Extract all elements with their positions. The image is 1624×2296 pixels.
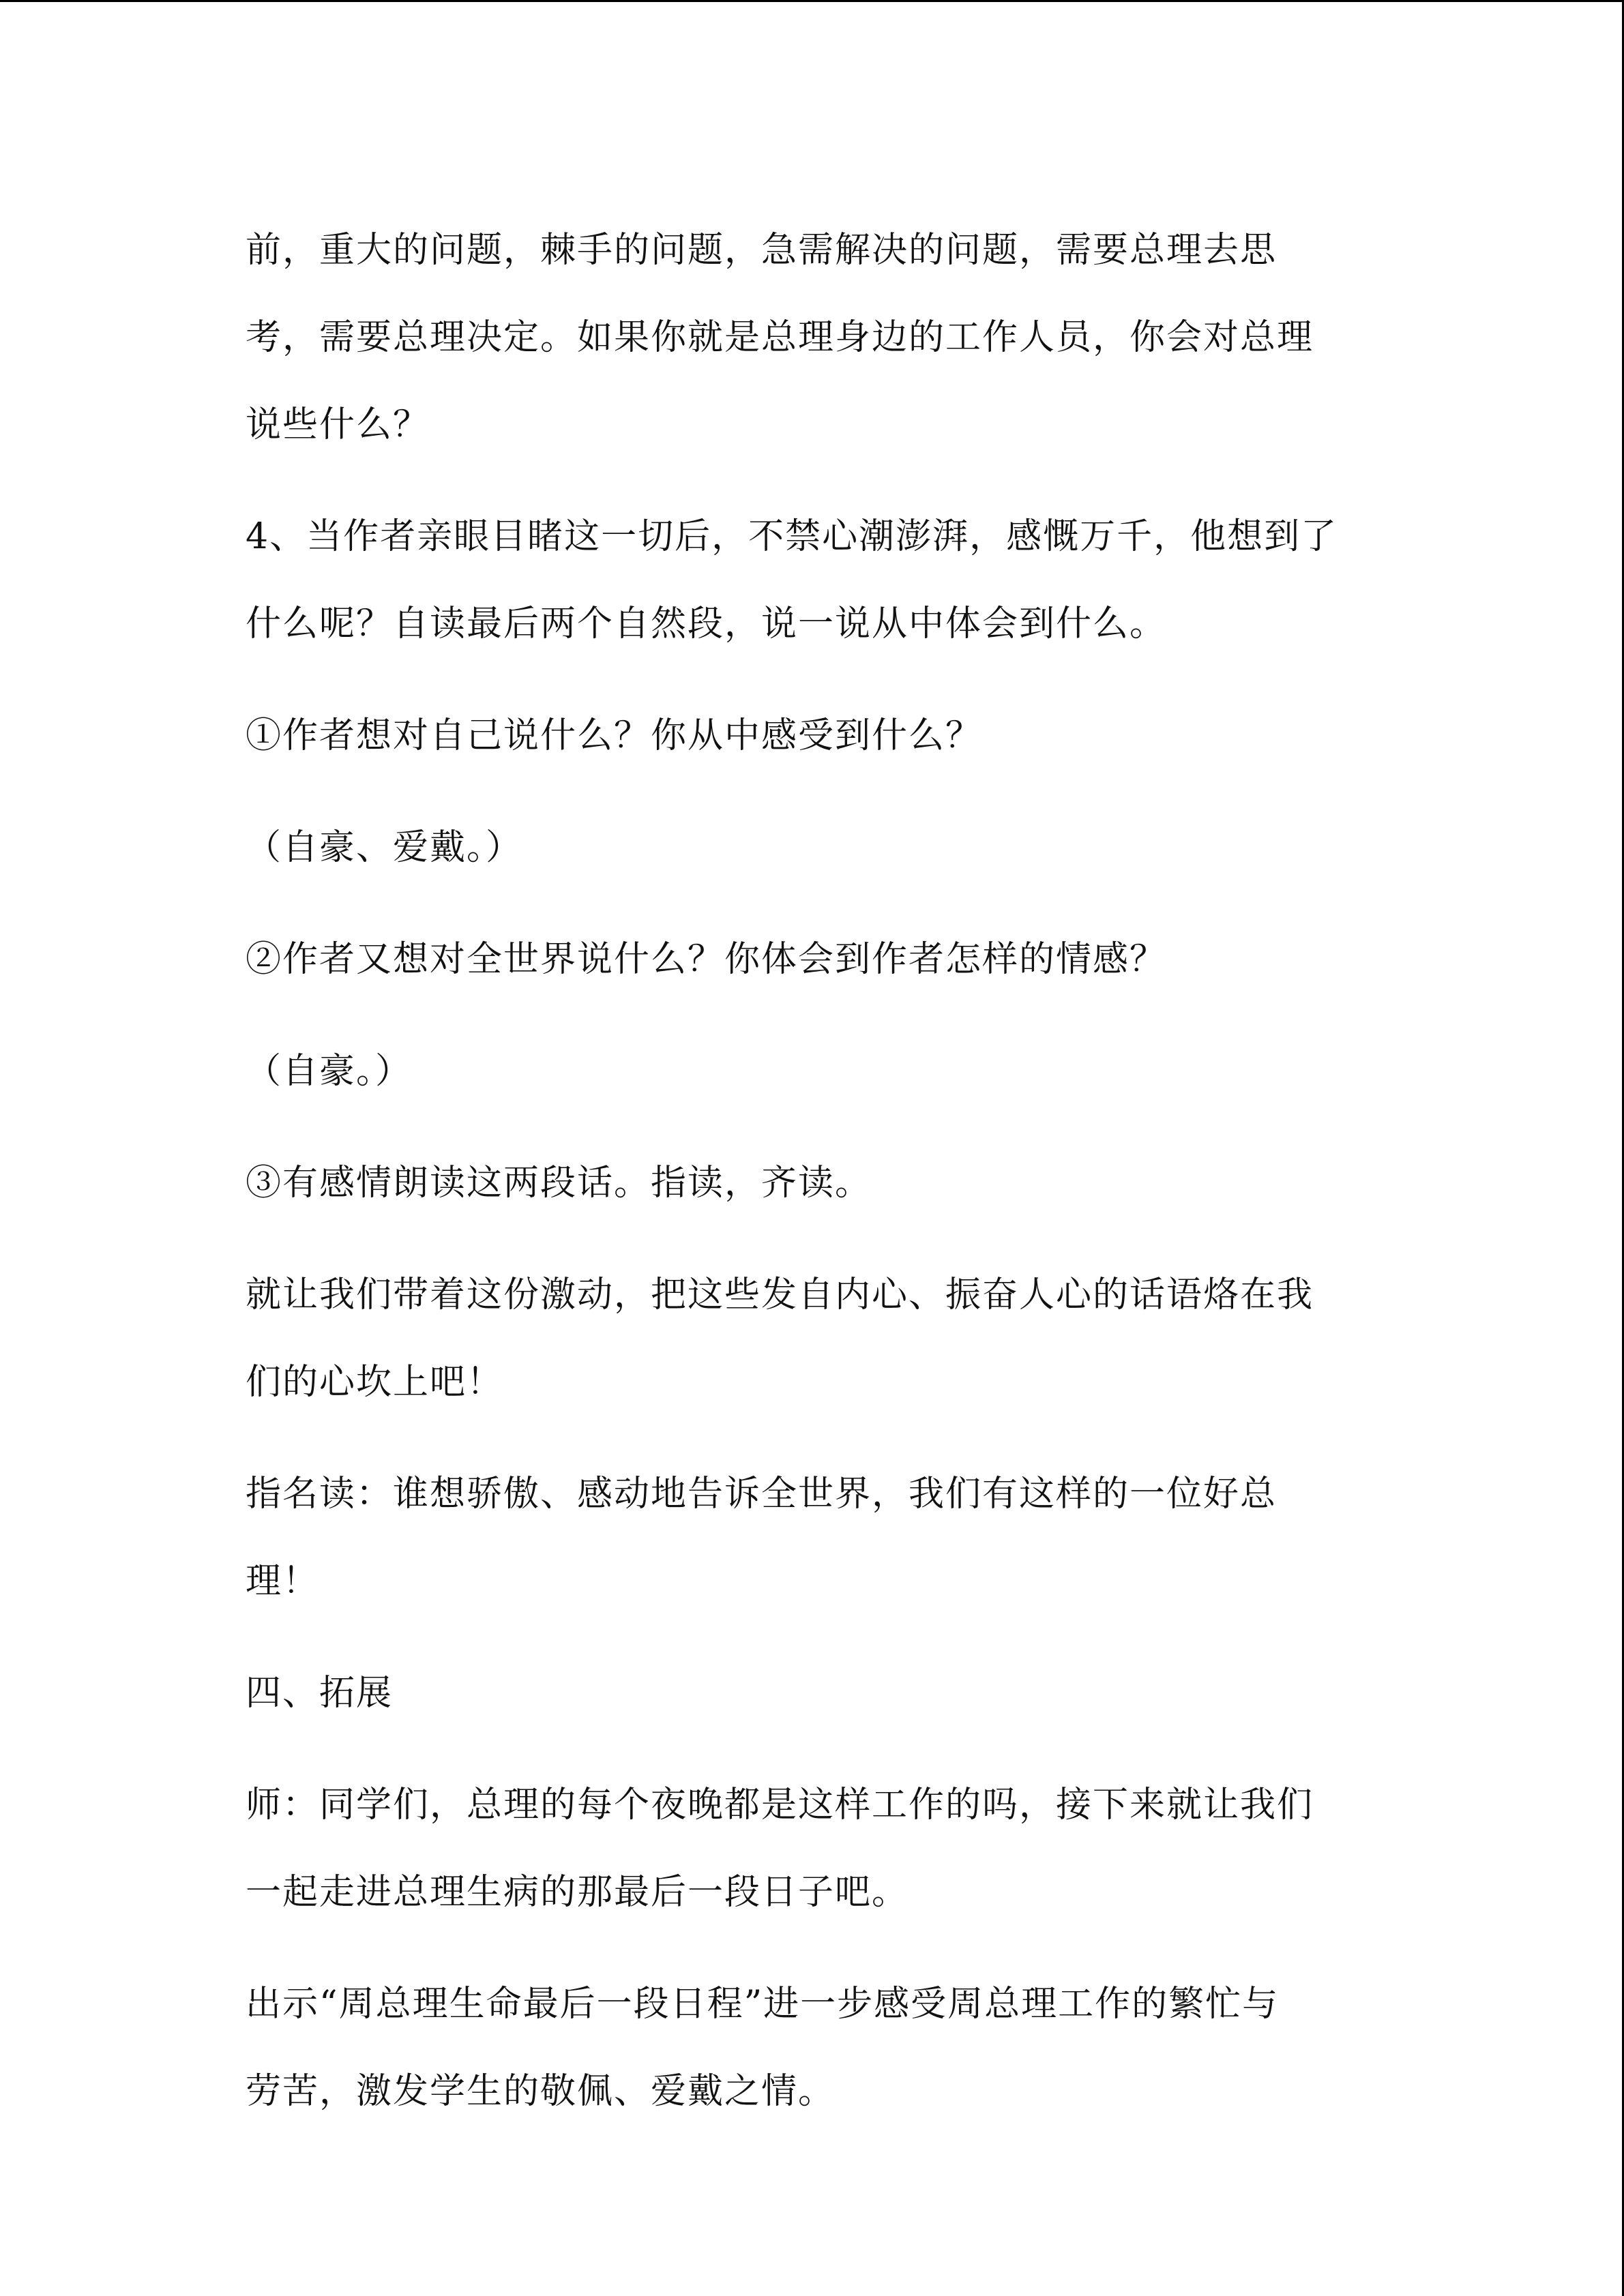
text-line: 考，需要总理决定。如果你就是总理身边的工作人员，你会对总理 [246, 317, 1314, 358]
paragraph-3 [246, 692, 1378, 779]
text-line: ①作者想对自己说什么？你从中感受到什么？ [246, 715, 983, 756]
text-line: ③有感情朗读这两段话。指读，齐读。 [246, 1163, 872, 1204]
paragraph-12 [246, 1960, 1378, 2135]
section-heading [246, 1650, 1378, 1737]
paragraph-5 [246, 916, 1378, 1003]
text-line: 理！ [246, 1561, 320, 1602]
paragraph-11 [246, 1761, 1378, 1936]
text-line: （自豪。） [246, 1051, 413, 1092]
text-line: 们的心坎上吧！ [246, 1362, 504, 1403]
text-line: 4、当作者亲眼目睹这一切后，不禁心潮澎湃，感慨万千，他想到了 [246, 516, 1338, 557]
text-line: 出示“周总理生命最后一段日程”进一步感受周总理工作的繁忙与 [246, 1984, 1280, 2025]
text-line: 一起走进总理生病的那最后一段日子吧。 [246, 1872, 909, 1913]
paragraph-7 [246, 1139, 1378, 1227]
text-line: 师：同学们，总理的每个夜晚都是这样工作的吗，接下来就让我们 [246, 1785, 1314, 1825]
paragraph-1 [246, 207, 1378, 468]
text-line: 什么呢？自读最后两个自然段，说一说从中体会到什么。 [246, 603, 1167, 644]
paragraph-9 [246, 1450, 1378, 1625]
text-line: 就让我们带着这份激动，把这些发自内心、振奋人心的话语烙在我 [246, 1274, 1314, 1315]
text-line: 说些什么？ [246, 404, 430, 445]
paragraph-6 [246, 1028, 1378, 1115]
text-line: （自豪、爱戴。） [246, 827, 523, 868]
document-body [246, 207, 1378, 2160]
paragraph-2 [246, 493, 1378, 668]
paragraph-4 [246, 804, 1378, 891]
text-line: 前，重大的问题，棘手的问题，急需解决的问题，需要总理去思 [246, 230, 1278, 271]
text-line: ②作者又想对全世界说什么？你体会到作者怎样的情感？ [246, 939, 1167, 980]
text-line: 四、拓展 [246, 1673, 394, 1714]
paragraph-8 [246, 1251, 1378, 1426]
text-line: 劳苦，激发学生的敬佩、爱戴之情。 [246, 2071, 836, 2112]
text-line: 指名读：谁想骄傲、感动地告诉全世界，我们有这样的一位好总 [246, 1474, 1278, 1515]
